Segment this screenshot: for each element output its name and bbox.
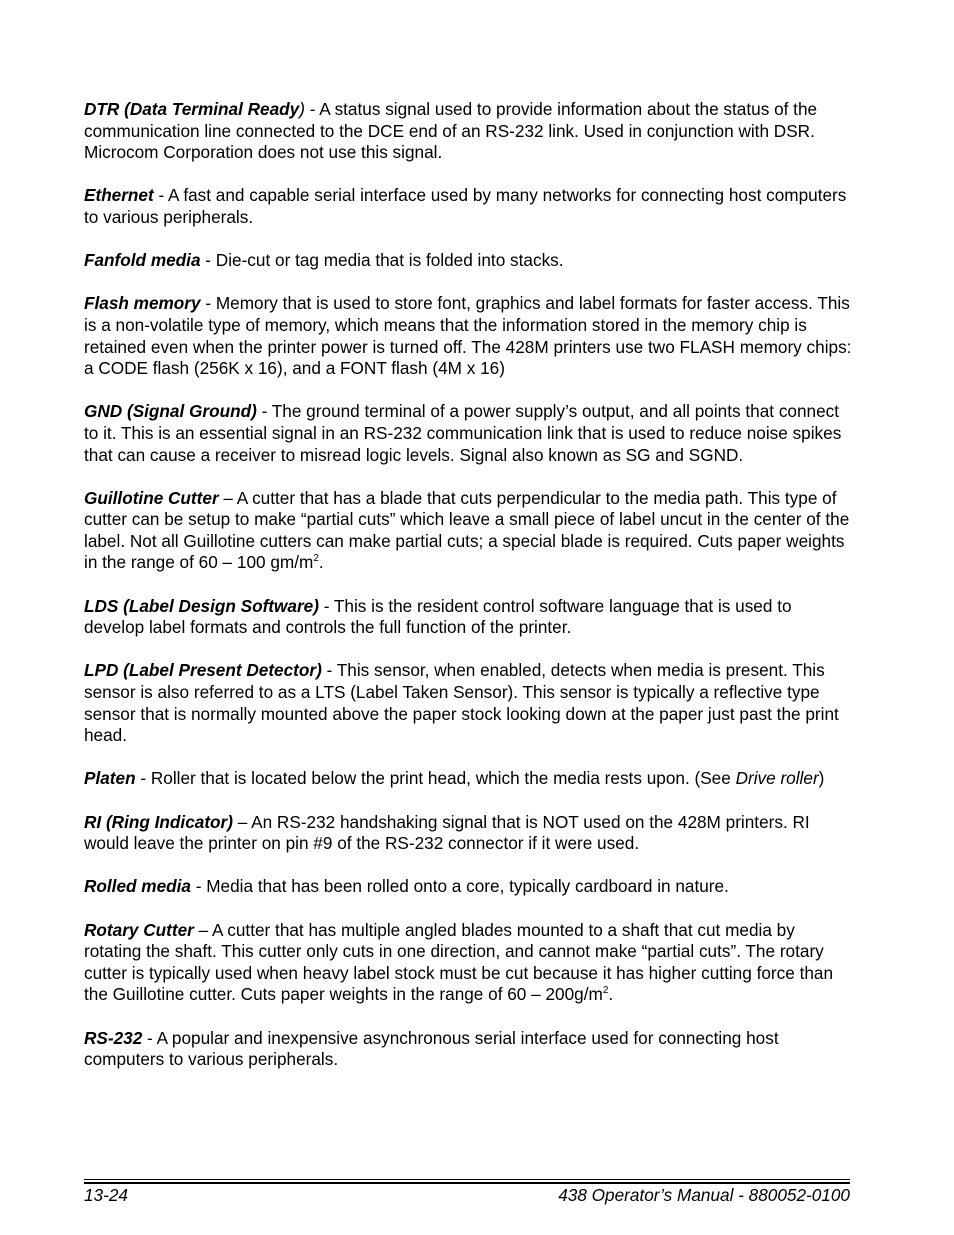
page-footer [84, 1185, 850, 1206]
glossary-term: LDS (Label Design Software) [84, 595, 319, 616]
superscript: 2 [602, 985, 609, 997]
glossary-term-tail: ) [299, 99, 305, 119]
glossary-term: Guillotine Cutter [84, 487, 219, 508]
glossary-definition-end: . [318, 552, 324, 573]
glossary-definition: - This is the resident control software language that is used to develop label formats and controls the full function of the printer. [84, 595, 792, 638]
glossary-definition: - Memory that is used to store font, graphics and label formats for faster access. This is a non-volatile type of memory, which means that the information stored in the memory chip is retained even when the printer power is turned off. The 428M printers use two FLASH memory chips: a CODE flash (256K x 16), and a FONT flash (4M x 16) [84, 293, 852, 379]
glossary-definition: - Die-cut or tag media that is folded into stacks. [200, 250, 564, 271]
glossary-entry-rolled-media [84, 876, 856, 898]
glossary-definition: - Roller that is located below the print head, which the media rests upon. (See [135, 768, 736, 789]
footer-rule-thick [84, 1182, 850, 1184]
glossary-term: Fanfold media [84, 250, 201, 271]
glossary-definition: - A status signal used to provide information about the status of the communication line connected to the DCE end of an RS-232 link. Used in conjunction with DSR. Microcom Corporation does not use this signal. [84, 99, 818, 163]
glossary-term: RS-232 [84, 1027, 143, 1048]
glossary-entry-ri [84, 812, 856, 855]
glossary-definition: - A popular and inexpensive asynchronous serial interface used for connecting host computers to various peripherals. [84, 1027, 779, 1070]
glossary-entry-lds [84, 596, 856, 639]
page-number: 13-24 [84, 1185, 128, 1205]
glossary-definition: - This sensor, when enabled, detects when media is present. This sensor is also referred to as a LTS (Label Taken Sensor). This sensor is typically a reflective type sensor that is normally mounted above the paper stock looking down at the paper just past the print head. [84, 660, 839, 746]
glossary-body [84, 99, 856, 1092]
footer-rule [84, 1179, 850, 1180]
glossary-term: Rolled media [84, 876, 191, 897]
glossary-term: Flash memory [84, 293, 201, 314]
glossary-entry-ethernet [84, 185, 856, 228]
glossary-term: Ethernet [84, 185, 154, 206]
cross-reference: Drive roller [735, 768, 819, 789]
glossary-definition: – A cutter that has multiple angled blades mounted to a shaft that cut media by rotating the shaft. This cutter only cuts in one direction, and cannot make “partial cuts”. The rotary cutter is typically used when heavy label stock must be cut because it has higher cutting force than the Guillotine cutter. Cuts paper weights in the range of 60 – 200g/m [84, 919, 834, 1005]
glossary-entry-rotary-cutter [84, 920, 856, 1006]
glossary-definition: - The ground terminal of a power supply’s output, and all points that connect to it. This is an essential signal in an RS-232 communication link that is used to reduce noise spikes that can cause a receiver to misread logic levels. Signal also known as SG and SGND. [84, 401, 842, 465]
glossary-entry-dtr [84, 99, 856, 164]
glossary-term: Rotary Cutter [84, 919, 194, 940]
glossary-term: DTR (Data Terminal Ready [84, 99, 300, 119]
glossary-entry-platen [84, 768, 856, 790]
glossary-entry-fanfold-media [84, 250, 856, 272]
glossary-entry-guillotine-cutter [84, 488, 856, 574]
glossary-term: GND (Signal Ground) [84, 401, 257, 422]
glossary-entry-gnd [84, 401, 856, 466]
glossary-definition: – A cutter that has a blade that cuts perpendicular to the media path. This type of cutter can be setup to make “partial cuts” which leave a small piece of label uncut in the center of the label. Not all Guillotine cutters can make partial cuts; a special blade is required. Cuts paper weights in the range of 60 – 100 gm/m [84, 487, 850, 573]
glossary-entry-rs-232 [84, 1028, 856, 1071]
glossary-definition: - A fast and capable serial interface used by many networks for connecting host computers to various peripherals. [84, 185, 847, 227]
glossary-definition: - Media that has been rolled onto a core, typically cardboard in nature. [190, 876, 729, 897]
glossary-entry-lpd [84, 660, 856, 746]
glossary-term: Platen [84, 768, 136, 789]
glossary-definition-end: ) [818, 768, 825, 789]
glossary-term: RI (Ring Indicator) [84, 811, 233, 832]
manual-title: 438 Operator’s Manual - 880052-0100 [558, 1185, 850, 1205]
glossary-entry-flash-memory [84, 293, 856, 379]
glossary-definition-end: . [608, 984, 614, 1005]
glossary-term: LPD (Label Present Detector) [84, 660, 322, 681]
superscript: 2 [313, 553, 319, 565]
glossary-definition: – An RS-232 handshaking signal that is NOT used on the 428M printers. RI would leave the printer on pin #9 of the RS-232 connector if it were used. [84, 811, 810, 854]
